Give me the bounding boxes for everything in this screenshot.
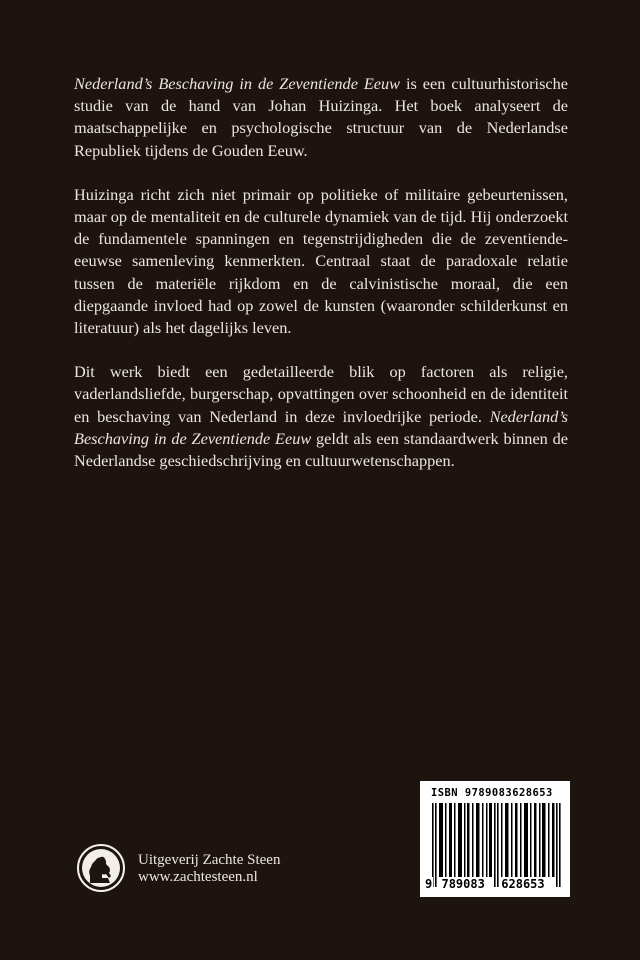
barcode-bars — [428, 803, 562, 887]
back-cover-text — [74, 73, 568, 494]
publisher-info — [138, 852, 280, 886]
thinker-statue-icon — [77, 844, 125, 892]
paragraph-intro: Nederland’s Beschaving in de Zeventiende Eeuw is een cultuurhistorische studie van de hand van Johan Huizinga. Het boek analyseert de maatschappelijke en psychologische structuur van de Nederlandse Republiek tijdens de Gouden Eeuw. — [74, 74, 568, 160]
isbn-label: ISBN 9789083628653 — [431, 786, 553, 799]
publisher-website[interactable]: www.zachtesteen.nl — [138, 869, 258, 885]
book-title: Nederland’s Beschaving in de Zeventiende Eeuw — [74, 74, 401, 93]
isbn-barcode — [420, 781, 570, 897]
paragraph-significance: Dit werk biedt een gedetailleerde blik op factoren als religie, vaderlandsliefde, burgerschap, opvattingen over schoonheid en de identiteit en beschaving van Nederland in deze invloedrijke periode. Nederland’s Beschaving in de Zeventiende Eeuw geldt als een standaardwerk binnen de Nederlandse geschiedschrijving en cultuurwetenschappen. — [74, 362, 569, 471]
publisher-name: Uitgeverij Zachte Steen — [138, 852, 281, 868]
paragraph-focus: Huizinga richt zich niet primair op politieke of militaire gebeurtenissen, maar op de mentaliteit en de culturele dynamiek van de tijd. Hij onderzoekt de fundamentele spanningen en tegenstrijdigheden die de zeventiende-eeuwse samenleving kenmerkten. Centraal staat de paradoxale relatie tussen de materiële rijkdom en de calvinistische moraal, die een diepgaande invloed had op zowel de kunsten (waaronder schilderkunst en literatuur) als het dagelijks leven. — [74, 184, 568, 338]
book-title: Nederland’s Beschaving in de Zeventiende Eeuw — [74, 406, 568, 448]
barcode-digits: 9 789083 628653 — [425, 877, 545, 891]
